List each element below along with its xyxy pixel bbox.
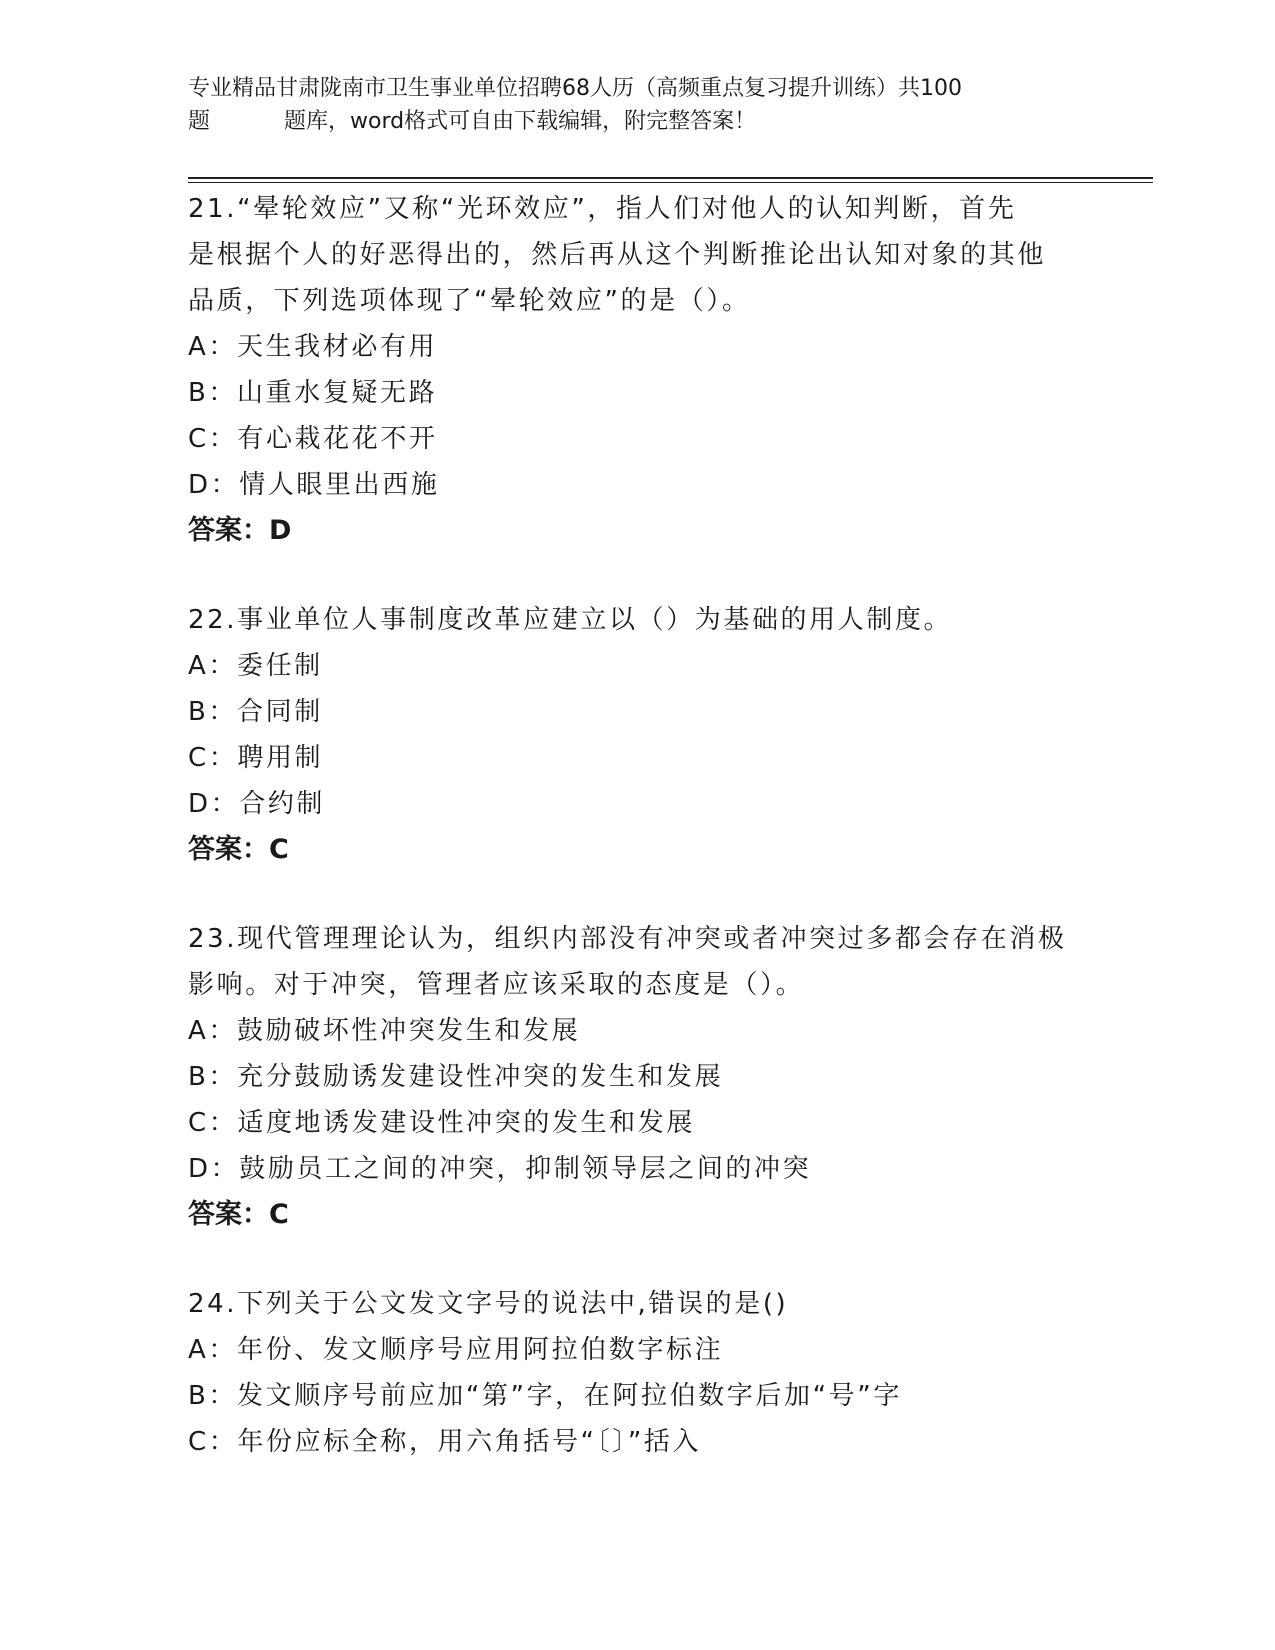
question-text-line: 是根据个人的好恶得出的，然后再从这个判断推论出认知对象的其他 [188,240,1047,270]
option-a: A：委任制 [188,651,323,681]
question-text-line: 23.现代管理理论认为，组织内部没有冲突或者冲突过多都会存在消极 [188,924,1067,954]
option-c: C：有心栽花花不开 [188,424,438,454]
question-21 [188,186,1088,554]
question-text-line: 品质，下列选项体现了“晕轮效应”的是（）。 [188,286,751,316]
question-22 [188,597,1088,873]
header-line-2-left: 题 [188,109,211,134]
option-b: B：合同制 [188,697,323,727]
header-divider-bottom [188,182,1153,183]
option-b: B：发文顺序号前应加“第”字，在阿拉伯数字后加“号”字 [188,1381,902,1411]
header-divider-top [188,177,1153,179]
question-23 [188,916,1088,1238]
question-list [188,186,1088,1465]
option-d: D：合约制 [188,789,326,819]
option-b: B：山重水复疑无路 [188,378,438,408]
option-a: A：年份、发文顺序号应用阿拉伯数字标注 [188,1335,724,1365]
header-title-line-2 [188,105,1068,138]
option-c: C：适度地诱发建设性冲突的发生和发展 [188,1108,695,1138]
option-a: A：天生我材必有用 [188,332,438,362]
document-header [188,72,1068,138]
option-d: D：情人眼里出西施 [188,470,440,500]
option-c: C：年份应标全称，用六角括号“〔〕”括入 [188,1427,702,1457]
header-title-line-1: 专业精品甘肃陇南市卫生事业单位招聘68人历（高频重点复习提升训练）共100 [188,76,962,101]
option-b: B：充分鼓励诱发建设性冲突的发生和发展 [188,1062,724,1092]
question-24 [188,1281,1088,1465]
option-c: C：聘用制 [188,743,324,773]
answer-label: 答案：D [188,515,292,546]
answer-label: 答案：C [188,834,289,865]
question-text-line: 24.下列关于公文发文字号的说法中,错误的是() [188,1289,789,1319]
header-line-2-right: 题库，word格式可自由下载编辑，附完整答案！ [284,109,757,134]
answer-label: 答案：C [188,1199,289,1230]
question-text-line: 21.“晕轮效应”又称“光环效应”，指人们对他人的认知判断，首先 [188,194,1017,224]
question-text-line: 影响。对于冲突，管理者应该采取的态度是（）。 [188,970,805,1000]
question-text-line: 22.事业单位人事制度改革应建立以（）为基础的用人制度。 [188,605,953,635]
option-a: A：鼓励破坏性冲突发生和发展 [188,1016,581,1046]
option-d: D：鼓励员工之间的冲突，抑制领导层之间的冲突 [188,1154,812,1184]
